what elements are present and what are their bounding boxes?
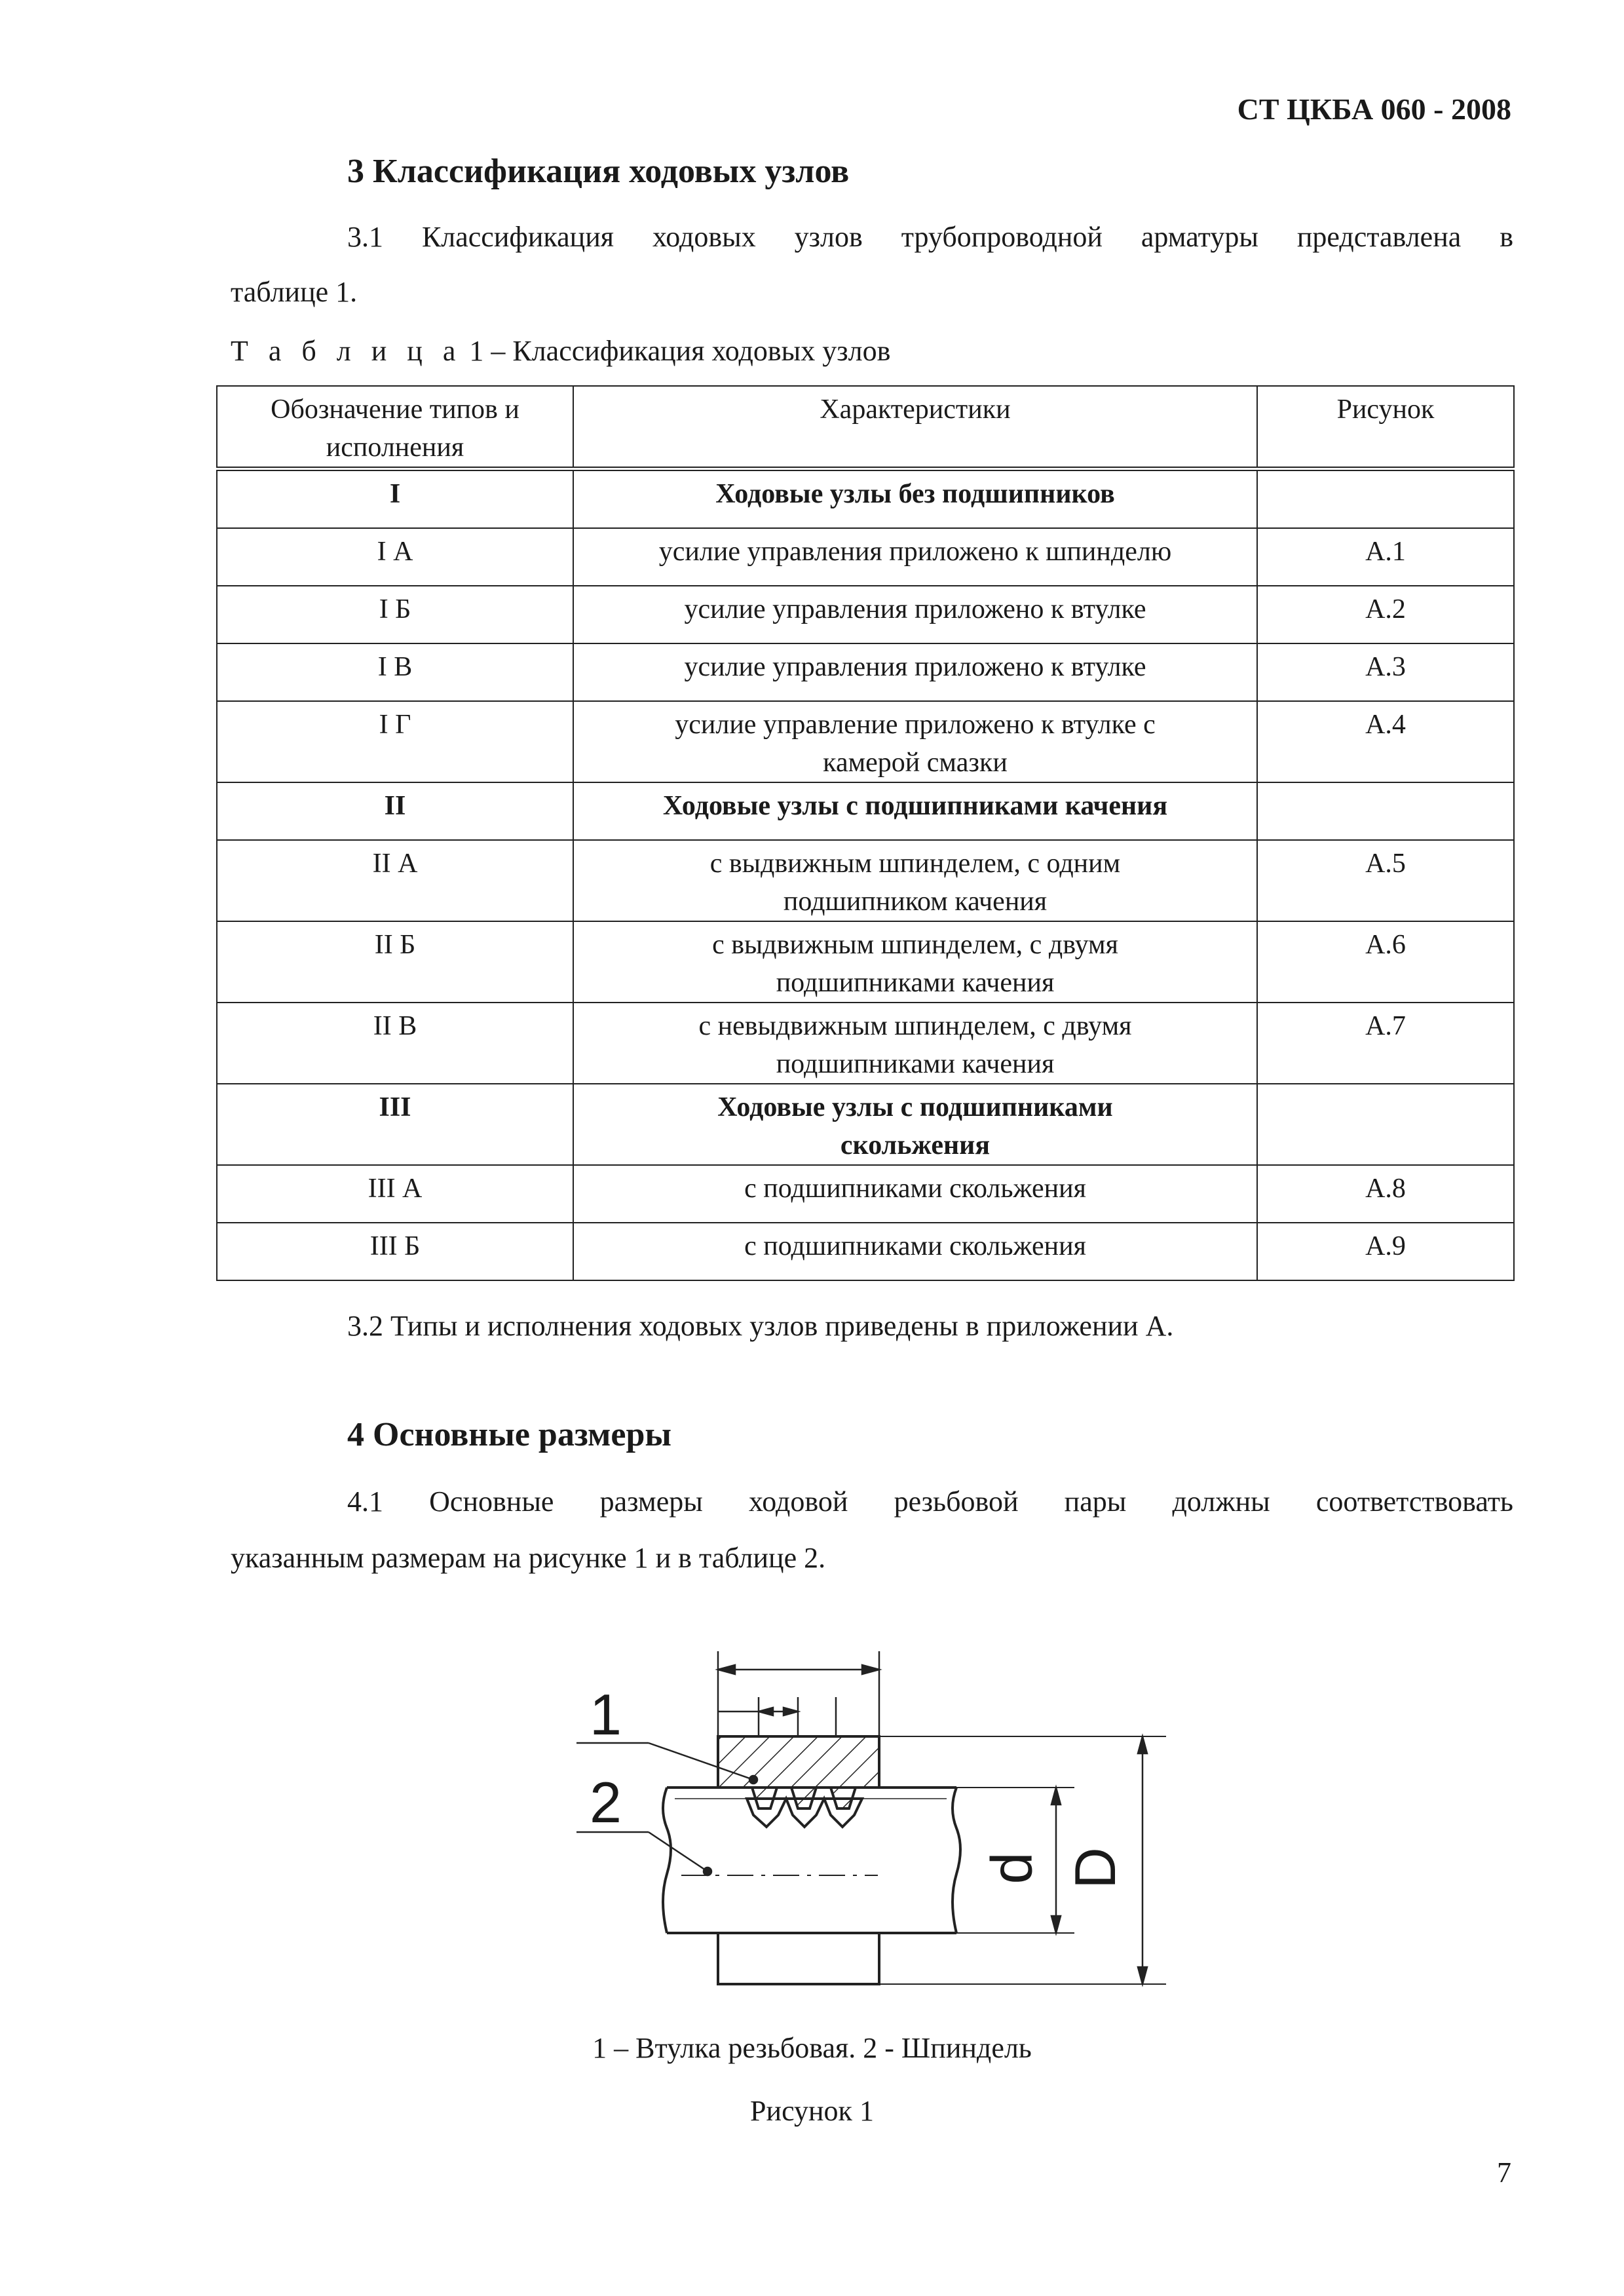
table-row: [217, 782, 1514, 840]
figure-label-spindle: 2: [590, 1770, 622, 1835]
document-code: СТ ЦКБА 060 - 2008: [1237, 92, 1511, 126]
row-description: [573, 701, 1257, 782]
row-figure: А.7: [1257, 1003, 1514, 1084]
row-figure: А.9: [1257, 1223, 1514, 1280]
table-caption-text: 1 – Классификация ходовых узлов: [462, 335, 891, 367]
row-description-l1: с выдвижным шпинделем, с двумя: [712, 930, 1118, 960]
table-row: [217, 469, 1514, 529]
table-row: [217, 1084, 1514, 1165]
figure-label-D: D: [1062, 1847, 1127, 1889]
table-row: [217, 643, 1514, 701]
paragraph-3-1-line1: 3.1 Классификация ходовых узлов трубопроводной арматуры представлена в: [347, 221, 1513, 253]
header-figure: Рисунок: [1257, 386, 1514, 469]
row-description-l1: Ходовые узлы с подшипниками: [717, 1092, 1113, 1122]
spindle: [663, 1788, 960, 1933]
table-caption: [231, 334, 890, 368]
table-header-row: [217, 386, 1514, 469]
row-description: [573, 1084, 1257, 1165]
row-figure: [1257, 1084, 1514, 1165]
table-row: [217, 1165, 1514, 1223]
table-row: [217, 1223, 1514, 1280]
row-description-l1: усилие управление приложено к втулке с: [675, 710, 1156, 740]
d-dimension: [1051, 1788, 1061, 1933]
row-description: [573, 840, 1257, 921]
figure-title: Рисунок 1: [750, 2095, 874, 2127]
row-code: II: [217, 782, 573, 840]
row-code: I: [217, 469, 573, 529]
row-description: [573, 921, 1257, 1003]
row-code: III: [217, 1084, 573, 1165]
row-description: усилие управления приложено к втулке: [573, 643, 1257, 701]
paragraph-4-1-line1: 4.1 Основные размеры ходовой резьбовой пары должны соответствовать: [347, 1485, 1513, 1518]
row-code: III А: [217, 1165, 573, 1223]
row-description: Ходовые узлы с подшипниками качения: [573, 782, 1257, 840]
row-figure: А.6: [1257, 921, 1514, 1003]
row-code: II Б: [217, 921, 573, 1003]
bushing: [718, 1736, 879, 1984]
figure-legend: 1 – Втулка резьбовая. 2 - Шпиндель: [592, 2032, 1032, 2064]
row-description: усилие управления приложено к втулке: [573, 586, 1257, 643]
row-code: I В: [217, 643, 573, 701]
row-figure: [1257, 469, 1514, 529]
table-row: [217, 528, 1514, 586]
row-code: III Б: [217, 1223, 573, 1280]
classification-table: [216, 385, 1515, 1281]
row-code: I Б: [217, 586, 573, 643]
row-description: усилие управления приложено к шпинделю: [573, 528, 1257, 586]
table-row: [217, 1003, 1514, 1084]
row-description: с подшипниками скольжения: [573, 1165, 1257, 1223]
table-row: [217, 701, 1514, 782]
row-description-l2: камерой смазки: [823, 748, 1008, 778]
row-figure: [1257, 782, 1514, 840]
row-figure: А.8: [1257, 1165, 1514, 1223]
header-designation-l2: исполнения: [326, 432, 464, 463]
figure-label-bushing: 1: [590, 1682, 622, 1747]
D-dimension: [1138, 1736, 1147, 1984]
row-figure: А.4: [1257, 701, 1514, 782]
row-code: I Г: [217, 701, 573, 782]
row-description-l2: подшипниками качения: [776, 968, 1055, 998]
header-designation: [217, 386, 573, 469]
table-row: [217, 921, 1514, 1003]
row-figure: А.5: [1257, 840, 1514, 921]
row-description-l1: с невыдвижным шпинделем, с двумя: [698, 1011, 1132, 1041]
row-code: I А: [217, 528, 573, 586]
paragraph-4-1-line2: указанным размерам на рисунке 1 и в таблице 2.: [231, 1542, 826, 1574]
figure-label-d: d: [979, 1852, 1044, 1885]
row-description-l2: скольжения: [840, 1130, 991, 1160]
row-description-l2: подшипниками качения: [776, 1049, 1055, 1079]
row-description: [573, 1003, 1257, 1084]
row-figure: А.3: [1257, 643, 1514, 701]
row-figure: А.2: [1257, 586, 1514, 643]
section-3-title: 3 Классификация ходовых узлов: [347, 153, 850, 190]
row-figure: А.1: [1257, 528, 1514, 586]
row-description: Ходовые узлы без подшипников: [573, 469, 1257, 529]
header-designation-l1: Обозначение типов и: [271, 394, 519, 425]
row-code: II А: [217, 840, 573, 921]
page-number: 7: [1497, 2156, 1511, 2189]
row-description: с подшипниками скольжения: [573, 1223, 1257, 1280]
paragraph-3-2: 3.2 Типы и исполнения ходовых узлов приведены в приложении А.: [347, 1310, 1174, 1342]
table-row: [217, 840, 1514, 921]
thread-pair-drawing: [0, 1625, 1624, 2031]
header-characteristics: Характеристики: [573, 386, 1257, 469]
pitch-dimension: [718, 1651, 879, 1736]
table-caption-word: Т а б л и ц а: [231, 335, 463, 367]
paragraph-3-1-line2: таблице 1.: [231, 276, 358, 308]
row-description-l2: подшипником качения: [783, 887, 1048, 917]
row-description-l1: с выдвижным шпинделем, с одним: [709, 849, 1121, 879]
table-row: [217, 586, 1514, 643]
row-code: II В: [217, 1003, 573, 1084]
section-4-title: 4 Основные размеры: [347, 1416, 672, 1453]
